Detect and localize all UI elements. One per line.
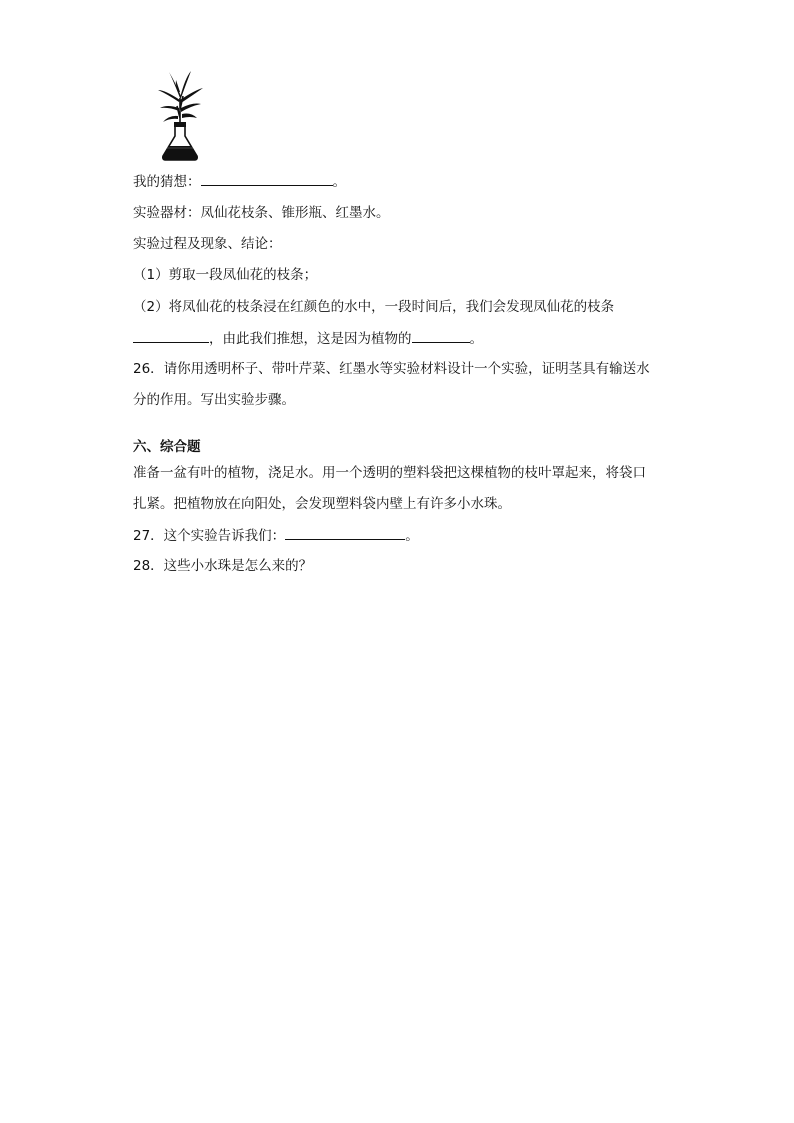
section-6-title: 六、综合题 <box>133 439 201 455</box>
q28-text: 28．这些小水珠是怎么来的？ <box>133 558 313 574</box>
q27-line <box>133 525 419 546</box>
guess-end: 。 <box>332 174 346 190</box>
section-6-line-2: 扎紧。把植物放在向阳处，会发现塑料袋内壁上有许多小水珠。 <box>133 496 511 512</box>
q27-label: 27．这个实验告诉我们： <box>133 528 286 544</box>
q27-answer-blank[interactable] <box>285 525 405 540</box>
guess-label: 我的猜想： <box>133 174 201 190</box>
q26-line-1: 26．请你用透明杯子、带叶芹菜、红墨水等实验材料设计一个实验，证明茎具有输送水 <box>133 361 650 377</box>
step-1-text: （1）剪取一段凤仙花的枝条； <box>133 267 318 283</box>
branch-phenomenon-blank[interactable] <box>133 328 209 343</box>
q27-end: 。 <box>405 528 419 544</box>
guess-line <box>133 171 346 192</box>
plant-function-blank[interactable] <box>412 328 470 343</box>
step-2-line-2 <box>133 328 483 349</box>
guess-answer-blank[interactable] <box>201 171 333 186</box>
materials-text: 实验器材：凤仙花枝条、锥形瓶、红墨水。 <box>133 205 390 221</box>
step-2-end: 。 <box>469 331 483 347</box>
section-6-line-1: 准备一盆有叶的植物，浇足水。用一个透明的塑料袋把这棵植物的枝叶罩起来，将袋口 <box>133 465 646 481</box>
q26-line-2: 分的作用。写出实验步骤。 <box>133 392 295 408</box>
plant-in-flask-icon <box>155 68 205 163</box>
step-2-line-1: （2）将凤仙花的枝条浸在红颜色的水中，一段时间后，我们会发现凤仙花的枝条 <box>133 299 615 315</box>
process-title: 实验过程及现象、结论： <box>133 236 282 252</box>
step-2-mid: ，由此我们推想，这是因为植物的 <box>209 331 412 347</box>
